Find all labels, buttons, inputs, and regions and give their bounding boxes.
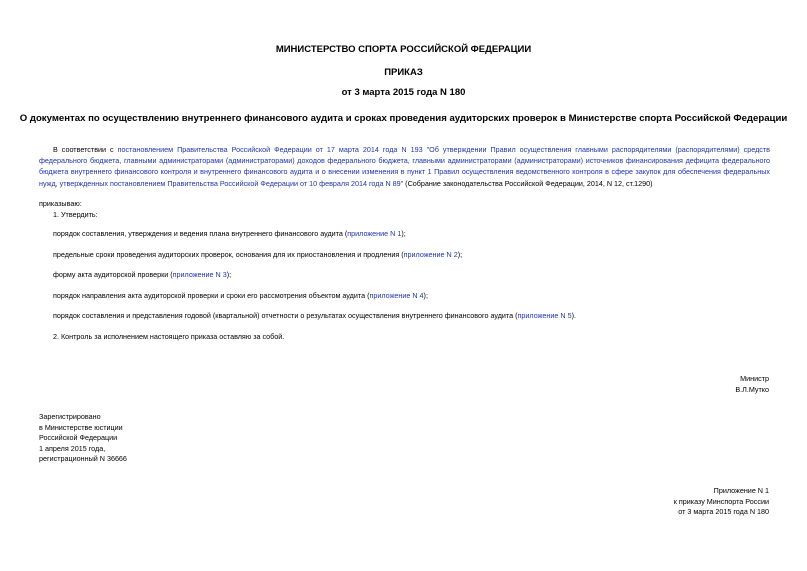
item-1-text: 1. Утвердить: <box>53 210 98 219</box>
appendix-5-link[interactable]: приложение N 5 <box>517 311 572 320</box>
intro-text-start: В соответствии с <box>53 145 118 154</box>
appendix-line: Приложение N 1 <box>713 486 769 495</box>
appendix-3-link[interactable]: приложение N 3 <box>172 270 227 279</box>
list-item: порядок направления акта аудиторской проверки и сроки его рассмотрения объектом аудита (приложение N 4); <box>53 291 428 300</box>
list-item: порядок составления, утверждения и ведения плана внутреннего финансового аудита (приложение N 1); <box>53 229 406 238</box>
appendix-heading-block <box>674 486 769 518</box>
doc-date-number: от 3 марта 2015 года N 180 <box>341 87 466 98</box>
appendix-line: к приказу Минспорта России <box>673 496 769 506</box>
intro-paragraph <box>39 144 770 189</box>
registration-block <box>39 412 127 465</box>
appendix-line: от 3 марта 2015 года N 180 <box>678 507 769 516</box>
registration-line: Зарегистрировано <box>39 412 101 421</box>
government-decree-link[interactable]: постановлением Правительства Российской Федерации от 17 марта 2014 года N 193 "Об утверждении Правил осуществления главными распорядителями (распорядителями) средств федерального бюджета, главными администраторами (администраторами) доходов федерального бюджета, главными администраторами (администраторами) источников финансирования дефицита федерального бюджета внутреннего финансового контроля и внутреннего финансового аудита и о внесении изменения в пункт 1 Правил осуществления ведомственного контроля в сфере закупок для обеспечения федеральных нужд, утвержденных постановлением Правительства Российской Федерации от 10 февраля 2014 года N 89" <box>39 145 770 188</box>
signature-name: В.Л.Мутко <box>735 384 769 394</box>
list-item: форму акта аудиторской проверки (приложение N 3); <box>53 270 232 279</box>
doc-type: ПРИКАЗ <box>384 67 423 78</box>
appendix-4-link[interactable]: приложение N 4 <box>369 291 424 300</box>
registration-line: Российской Федерации <box>39 433 118 442</box>
prikazyvayu-text: приказываю: <box>39 199 82 208</box>
doc-subject: О документах по осуществлению внутреннего финансового аудита и сроках проведения аудиторских проверок в Министерстве спорта Российской Федерации <box>19 113 788 124</box>
appendix-1-link[interactable]: приложение N 1 <box>347 229 402 238</box>
appendix-2-link[interactable]: приложение N 2 <box>403 250 458 259</box>
ministry-title: МИНИСТЕРСТВО СПОРТА РОССИЙСКОЙ ФЕДЕРАЦИИ <box>275 44 532 55</box>
list-item: порядок составления и представления годовой (квартальной) отчетности о результатах осуществления внутреннего финансового аудита (приложение N 5). <box>53 311 576 320</box>
signature-block <box>735 374 769 395</box>
intro-text-end: (Собрание законодательства Российской Федерации, 2014, N 12, ст.1290) <box>403 178 653 188</box>
item-2-text: 2. Контроль за исполнением настоящего приказа оставляю за собой. <box>53 332 285 341</box>
registration-line: 1 апреля 2015 года, <box>39 443 106 453</box>
signature-title: Министр <box>740 374 769 383</box>
list-item: предельные сроки проведения аудиторских проверок, основания для их приостановления и продления (приложение N 2); <box>53 250 463 259</box>
registration-line: регистрационный N 36666 <box>39 454 127 463</box>
registration-line: в Министерстве юстиции <box>39 422 123 432</box>
